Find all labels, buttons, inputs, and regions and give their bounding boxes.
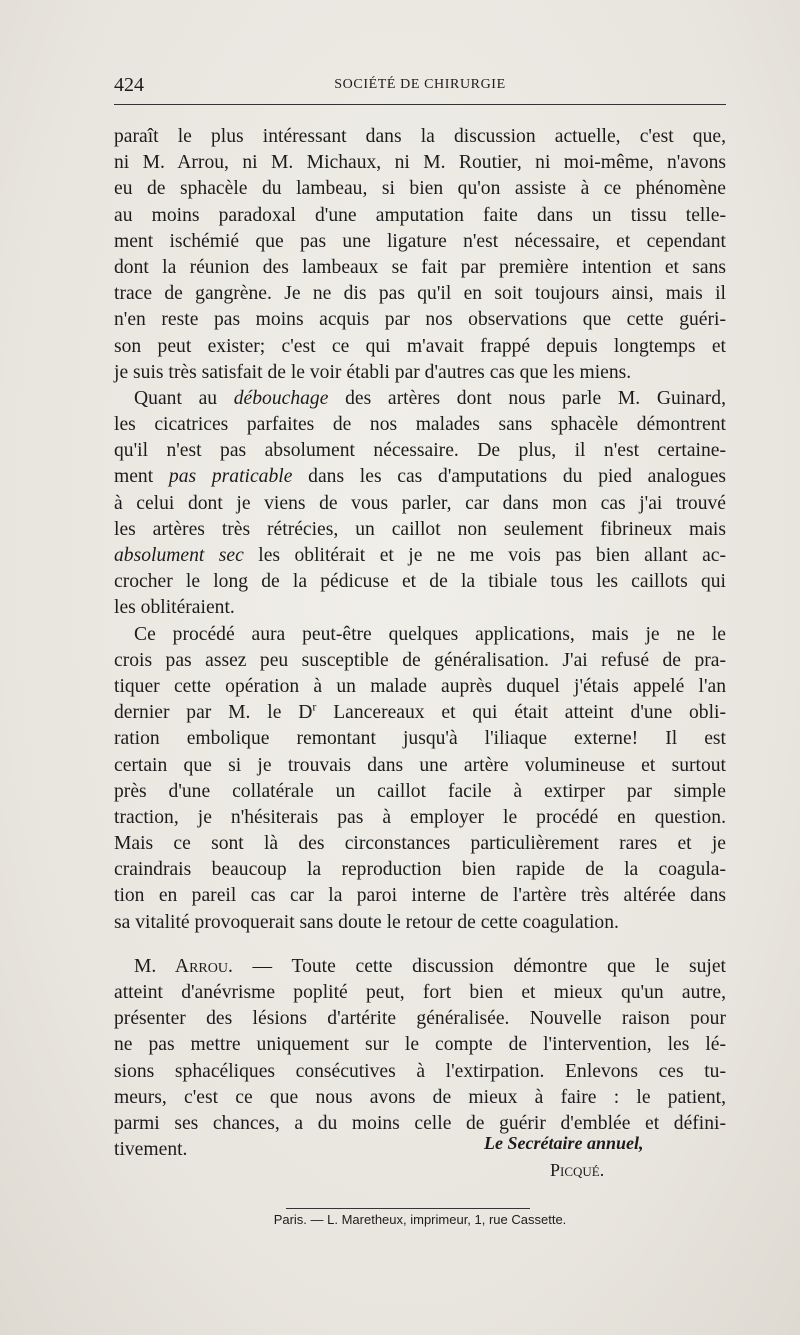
text-run: des artères dont nous parle M. Guinard, — [328, 387, 726, 409]
text-line: sa vitalité provoquerait sans doute le retour de cette coagulation. — [114, 911, 619, 933]
text-line: craindrais beaucoup la reproduction bien rapide de la coagula- — [114, 859, 726, 881]
text-line: près d'une collatérale un caillot facile à extirper par simple — [114, 780, 726, 802]
text-line: ration embolique remontant jusqu'à l'iliaque externe! Il est — [114, 728, 726, 750]
header-rule — [114, 104, 726, 105]
text-run: ment — [114, 466, 169, 488]
text-line: tion en pareil cas car la paroi interne de l'artère très altérée dans — [114, 885, 726, 907]
text-line: n'en reste pas moins acquis par nos observations que cette guéri- — [114, 309, 726, 331]
text-line: Mais ce sont là des circonstances particulièrement rares et je — [114, 833, 726, 855]
italic-run: débouchage — [233, 387, 329, 409]
text-line: ni M. Arrou, ni M. Michaux, ni M. Routier, ni moi-même, n'avons — [114, 152, 726, 174]
text-line: je suis très satisfait de le voir établi par d'autres cas que les miens. — [114, 361, 632, 383]
text-line: certain que si je trouvais dans une artère volumineuse et surtout — [114, 754, 726, 776]
text-line — [114, 954, 726, 980]
text-line: traction, je n'hésiterais pas à employer le procédé en question. — [114, 806, 726, 828]
text-line: trace de gangrène. Je ne dis pas qu'il en soit toujours ainsi, mais il — [114, 283, 726, 305]
text-line: à celui dont je viens de vous parler, car dans mon cas j'ai trouvé — [114, 492, 726, 514]
text-line: les cicatrices parfaites de nos malades sans sphacèle démontrent — [114, 414, 726, 436]
text-line: meurs, c'est ce que nous avons de mieux à faire : le patient, — [114, 1086, 726, 1108]
page-number: 424 — [114, 74, 144, 96]
text-line: les oblitéraient. — [114, 597, 235, 619]
text-line: ne pas mettre uniquement sur le compte de l'intervention, les lé- — [114, 1034, 726, 1056]
signature-title: Le Secrétaire annuel, — [484, 1133, 644, 1153]
footer-rule — [286, 1208, 530, 1209]
text-line: atteint d'anévrisme poplité peut, fort bien et mieux qu'un autre, — [114, 982, 726, 1003]
text-run: dernier par M. le D — [114, 702, 313, 724]
text-line: ment ischémié que pas une ligature n'est nécessaire, et cependant — [114, 230, 726, 252]
text-line — [114, 464, 726, 490]
text-run: Lancereaux et qui était atteint d'une obli- — [316, 702, 726, 724]
text-line: présenter des lésions d'artérite généralisée. Nouvelle raison pour — [114, 1008, 726, 1030]
text-line — [114, 700, 726, 726]
text-line: les artères très rétrécies, un caillot non seulement fibrineux mais — [114, 518, 726, 540]
text-line: sions sphacéliques consécutives à l'extirpation. Enlevons ces tu- — [114, 1060, 726, 1082]
superscript-run: r — [312, 699, 317, 714]
page-header — [114, 74, 726, 100]
text-line: eu de sphacèle du lambeau, si bien qu'on assiste à ce phénomène — [114, 178, 726, 200]
text-run: dans les cas d'amputations du pied analogues — [292, 466, 727, 488]
text-line: dont la réunion des lambeaux se fait par première intention et sans — [114, 256, 726, 278]
text-line: tiquer cette opération à un malade auprès duquel j'étais appelé l'an — [114, 675, 726, 697]
text-run: Quant au — [134, 387, 234, 409]
text-line: tivement. — [114, 1139, 188, 1161]
text-line: au moins paradoxal d'une amputation faite dans un tissu telle- — [114, 204, 726, 226]
text-line: Ce procédé aura peut-être quelques applications, mais je ne le — [134, 623, 726, 645]
text-line: qu'il n'est pas absolument nécessaire. De plus, il n'est certaine- — [114, 440, 726, 462]
text-line: parmi ses chances, a du moins celle de guérir d'emblée et défini- — [114, 1112, 726, 1134]
text-line: crocher le long de la pédicuse et de la tibiale tous les caillots qui — [114, 571, 726, 593]
speaker-name: M. Arrou. — [134, 955, 233, 977]
text-line: crois pas assez peu susceptible de généralisation. J'ai refusé de pra- — [114, 649, 726, 671]
running-head: SOCIÉTÉ DE CHIRURGIE — [334, 77, 506, 92]
text-line — [114, 543, 726, 569]
body-text — [114, 124, 726, 1163]
text-run: — Toute cette discussion démontre que le sujet — [232, 955, 726, 977]
text-line: son peut exister; c'est ce qui m'avait frappé depuis longtemps et — [114, 335, 726, 357]
italic-run: absolument sec — [114, 545, 244, 566]
italic-run: pas praticable — [168, 466, 293, 488]
signature-name: Picqué. — [550, 1160, 605, 1180]
text-run: les oblitérait et je ne me vois pas bien allant ac- — [243, 545, 727, 566]
text-line — [114, 386, 726, 412]
text-line: paraît le plus intéressant dans la discussion actuelle, c'est que, — [114, 126, 726, 147]
paragraph-gap — [114, 936, 726, 954]
printer-imprint: Paris. — L. Maretheux, imprimeur, 1, rue Cassette. — [273, 1212, 567, 1227]
